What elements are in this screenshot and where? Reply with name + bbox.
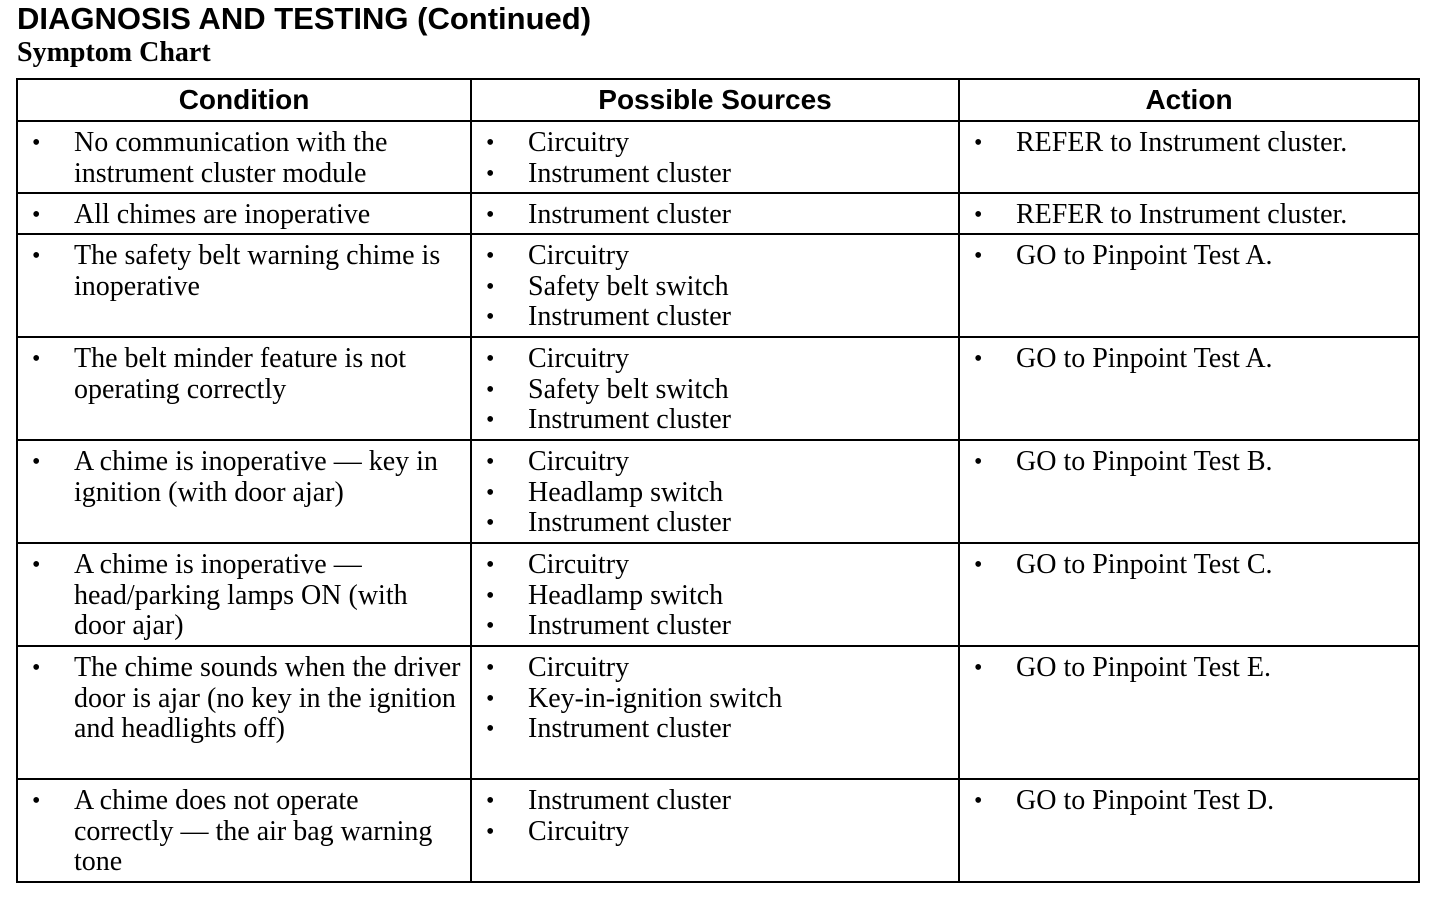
condition-cell	[17, 234, 471, 337]
bullet-icon: •	[486, 160, 495, 187]
source-item-text: Instrument cluster	[528, 785, 731, 816]
possible-sources-cell	[471, 543, 959, 646]
bullet-icon: •	[486, 376, 495, 403]
condition-cell	[17, 440, 471, 543]
bullet-icon: •	[32, 243, 41, 269]
action-cell	[959, 646, 1419, 779]
bullet-icon: •	[974, 202, 983, 228]
bullet-icon: •	[32, 655, 41, 681]
condition-item	[32, 786, 464, 878]
action-cell	[959, 234, 1419, 337]
bullet-icon: •	[486, 449, 495, 475]
condition-item	[32, 653, 464, 745]
action-item	[974, 241, 1412, 272]
condition-item	[32, 550, 464, 642]
source-item	[486, 684, 952, 715]
source-item-text: Circuitry	[528, 815, 630, 847]
bullet-icon: •	[486, 273, 495, 300]
source-item	[486, 786, 952, 817]
source-item	[486, 581, 952, 612]
source-item	[486, 272, 952, 303]
source-item-text: Instrument cluster	[528, 713, 731, 745]
source-item	[486, 344, 952, 375]
bullet-icon: •	[486, 552, 495, 578]
action-item-text: GO to Pinpoint Test A.	[1016, 240, 1273, 271]
bullet-icon: •	[486, 685, 495, 712]
column-header-possible-sources: Possible Sources	[471, 79, 959, 121]
bullet-icon: •	[486, 582, 495, 609]
action-item-text: REFER to Instrument cluster.	[1016, 127, 1348, 158]
column-header-action: Action	[959, 79, 1419, 121]
source-item-text: Safety belt switch	[528, 373, 729, 405]
condition-cell	[17, 193, 471, 234]
action-cell	[959, 440, 1419, 543]
condition-cell	[17, 121, 471, 193]
action-cell	[959, 121, 1419, 193]
condition-item	[32, 241, 464, 302]
source-item-text: Headlamp switch	[528, 476, 724, 508]
bullet-icon: •	[32, 788, 41, 814]
bullet-icon: •	[974, 552, 983, 578]
source-item-text: Headlamp switch	[528, 579, 724, 611]
source-item	[486, 447, 952, 478]
source-item	[486, 611, 952, 642]
action-item-text: REFER to Instrument cluster.	[1016, 199, 1348, 230]
table-row	[17, 193, 1419, 234]
possible-sources-cell	[471, 234, 959, 337]
source-item	[486, 405, 952, 436]
condition-cell	[17, 543, 471, 646]
source-item-text: Circuitry	[528, 127, 630, 158]
action-item	[974, 786, 1412, 817]
source-item-text: Instrument cluster	[528, 199, 731, 230]
condition-cell	[17, 779, 471, 882]
symptom-chart-table	[16, 78, 1420, 883]
source-item	[486, 159, 952, 190]
condition-item-text: A chime is inoperative — key in ignition (with door ajar)	[74, 446, 438, 508]
bullet-icon: •	[974, 346, 983, 372]
action-cell	[959, 337, 1419, 440]
bullet-icon: •	[32, 552, 41, 578]
bullet-icon: •	[486, 788, 495, 814]
bullet-icon: •	[486, 655, 495, 681]
bullet-icon: •	[974, 449, 983, 475]
source-item-text: Circuitry	[528, 652, 630, 683]
source-item-text: Instrument cluster	[528, 507, 731, 539]
condition-item	[32, 200, 464, 231]
page-title: DIAGNOSIS AND TESTING (Continued)	[17, 1, 592, 36]
action-item-text: GO to Pinpoint Test D.	[1016, 785, 1275, 816]
possible-sources-cell	[471, 121, 959, 193]
action-item	[974, 128, 1412, 159]
condition-item-text: The chime sounds when the driver door is ajar (no key in the ignition and headlights off)	[74, 652, 461, 745]
bullet-icon: •	[974, 243, 983, 269]
column-header-condition: Condition	[17, 79, 471, 121]
source-item-text: Circuitry	[528, 343, 630, 374]
action-cell	[959, 193, 1419, 234]
condition-item-text: A chime is inoperative — head/parking lamps ON (with door ajar)	[74, 549, 408, 642]
condition-item-text: The safety belt warning chime is inoperative	[74, 240, 441, 302]
source-item-text: Instrument cluster	[528, 157, 731, 189]
bullet-icon: •	[486, 613, 495, 640]
action-item-text: GO to Pinpoint Test E.	[1016, 652, 1271, 683]
table-row	[17, 543, 1419, 646]
source-item	[486, 200, 952, 231]
source-item	[486, 508, 952, 539]
source-item-text: Instrument cluster	[528, 610, 731, 642]
source-item-text: Instrument cluster	[528, 301, 731, 333]
bullet-icon: •	[974, 130, 983, 156]
source-item	[486, 817, 952, 848]
source-item	[486, 128, 952, 159]
source-item	[486, 550, 952, 581]
possible-sources-cell	[471, 337, 959, 440]
section-subtitle: Symptom Chart	[17, 37, 211, 68]
source-item	[486, 714, 952, 745]
bullet-icon: •	[974, 655, 983, 681]
condition-item-text: All chimes are inoperative	[74, 199, 371, 230]
table-row	[17, 234, 1419, 337]
source-item-text: Instrument cluster	[528, 404, 731, 436]
source-item	[486, 375, 952, 406]
bullet-icon: •	[486, 346, 495, 372]
action-cell	[959, 779, 1419, 882]
condition-item	[32, 447, 464, 508]
source-item	[486, 302, 952, 333]
action-item-text: GO to Pinpoint Test A.	[1016, 343, 1273, 374]
source-item-text: Circuitry	[528, 446, 630, 477]
source-item-text: Safety belt switch	[528, 270, 729, 302]
source-item-text: Circuitry	[528, 240, 630, 271]
possible-sources-cell	[471, 193, 959, 234]
bullet-icon: •	[32, 449, 41, 475]
bullet-icon: •	[486, 818, 495, 845]
bullet-icon: •	[486, 716, 495, 743]
bullet-icon: •	[486, 407, 495, 434]
bullet-icon: •	[486, 304, 495, 331]
action-cell	[959, 543, 1419, 646]
bullet-icon: •	[486, 202, 495, 228]
bullet-icon: •	[32, 130, 41, 156]
table-header-row	[17, 79, 1419, 121]
condition-item	[32, 128, 464, 189]
action-item-text: GO to Pinpoint Test B.	[1016, 446, 1273, 477]
source-item-text: Circuitry	[528, 549, 630, 580]
table-row	[17, 779, 1419, 882]
condition-item-text: No communication with the instrument cluster module	[74, 127, 388, 189]
condition-cell	[17, 337, 471, 440]
table-row	[17, 121, 1419, 193]
table-row	[17, 646, 1419, 779]
table-body	[17, 121, 1419, 882]
source-item	[486, 653, 952, 684]
action-item	[974, 447, 1412, 478]
bullet-icon: •	[486, 479, 495, 506]
bullet-icon: •	[486, 510, 495, 537]
table-row	[17, 337, 1419, 440]
bullet-icon: •	[974, 788, 983, 814]
possible-sources-cell	[471, 440, 959, 543]
condition-cell	[17, 646, 471, 779]
bullet-icon: •	[32, 202, 41, 228]
condition-item	[32, 344, 464, 405]
action-item	[974, 344, 1412, 375]
table-row	[17, 440, 1419, 543]
possible-sources-cell	[471, 646, 959, 779]
possible-sources-cell	[471, 779, 959, 882]
action-item-text: GO to Pinpoint Test C.	[1016, 549, 1273, 580]
action-item	[974, 550, 1412, 581]
source-item	[486, 241, 952, 272]
action-item	[974, 653, 1412, 684]
condition-item-text: The belt minder feature is not operating correctly	[74, 343, 406, 405]
source-item	[486, 478, 952, 509]
action-item	[974, 200, 1412, 231]
condition-item-text: A chime does not operate correctly — the air bag warning tone	[74, 785, 433, 878]
source-item-text: Key-in-ignition switch	[528, 682, 783, 714]
bullet-icon: •	[486, 243, 495, 269]
bullet-icon: •	[486, 130, 495, 156]
bullet-icon: •	[32, 346, 41, 372]
